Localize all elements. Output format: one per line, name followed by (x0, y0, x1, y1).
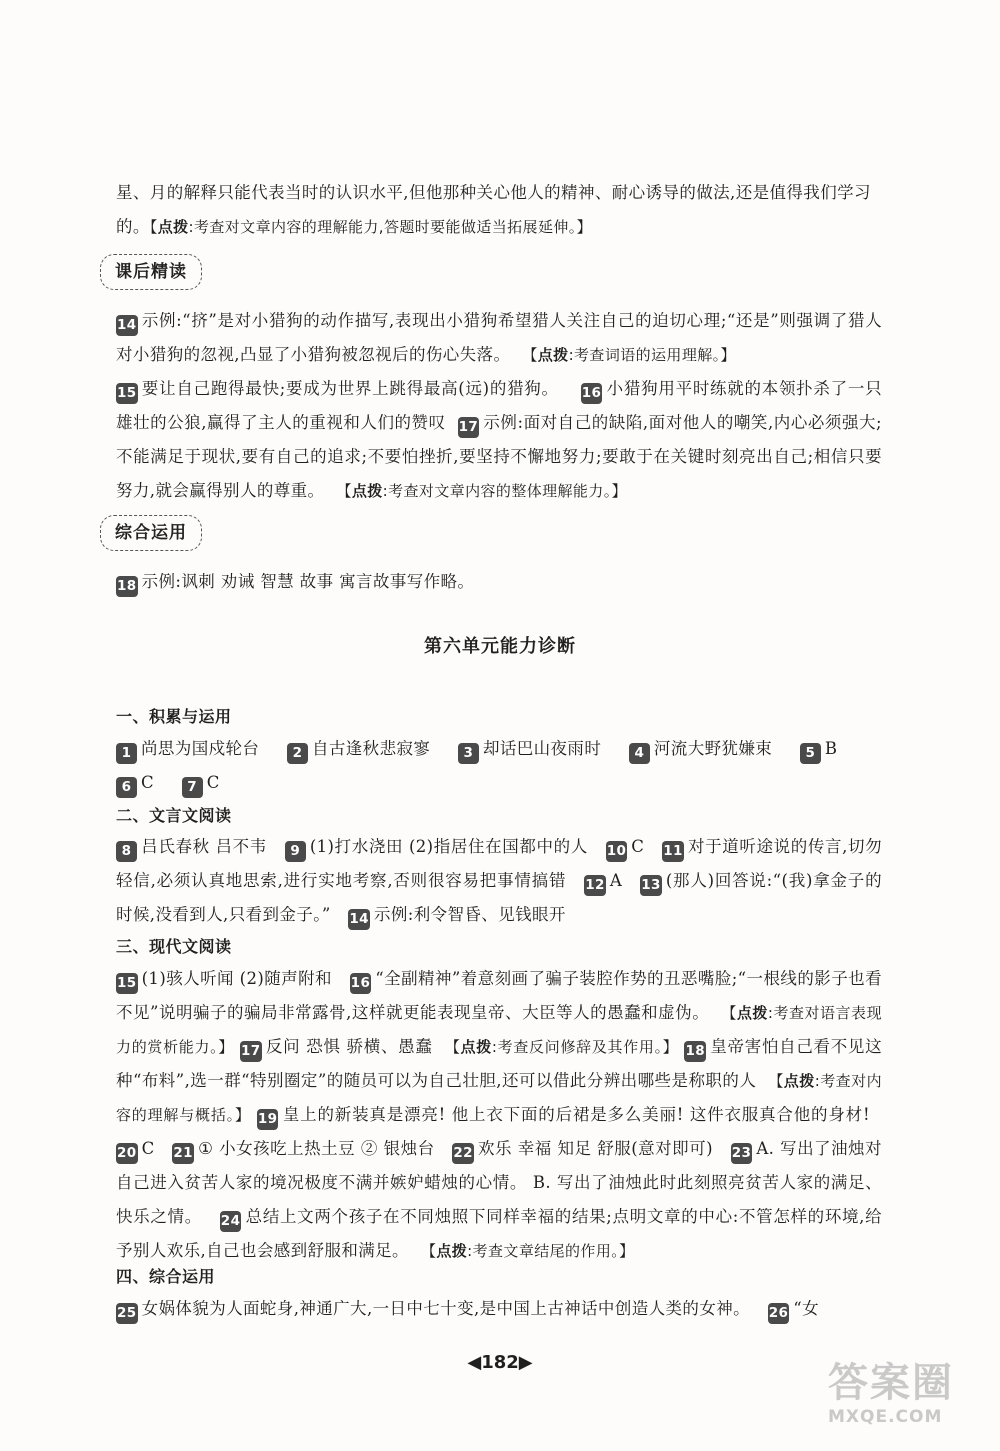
answer-text: 小猎狗用平时练就的本领扑杀了一只雄壮的公狼,赢得了主人的重视和人们的赞叹 (116, 379, 882, 432)
section-header-reading: 课后精读 (100, 254, 202, 290)
tip-note: 【点拨:考查词语的运用理解。】 (522, 346, 736, 364)
question-number-badge: 13 (640, 875, 662, 896)
answer-text: C (631, 837, 645, 856)
answer-text: 尚思为国戍轮台 (141, 739, 260, 758)
question-number-badge: 15 (116, 383, 138, 404)
answer-text: 自古逢秋悲寂寥 (311, 739, 431, 758)
question-number-badge: 17 (240, 1041, 262, 1062)
question-number-badge: 16 (350, 973, 372, 994)
watermark-url: MXQE.COM (828, 1407, 943, 1427)
question-number-badge: 7 (182, 777, 203, 798)
part-heading-accumulation: 一、积累与运用 (116, 707, 232, 726)
answer-text: (1)打水浇田 (2)指居住在国都中的人 (309, 837, 588, 856)
accumulation-answers (116, 732, 882, 800)
page-number-text: 182 (481, 1352, 519, 1373)
modern-answers (116, 962, 882, 1268)
watermark-title: 答案圈 (828, 1360, 954, 1406)
answer-text: 却话巴山夜雨时 (482, 739, 602, 758)
question-number-badge: 21 (172, 1143, 194, 1164)
comprehensive-answers (116, 1292, 882, 1326)
question-number-badge: 18 (684, 1041, 706, 1062)
question-number-badge: 18 (116, 576, 138, 597)
answer-text: 吕氏春秋 吕不韦 (141, 837, 267, 856)
answer-text: 示例:讽刺 劝诫 智慧 故事 寓言故事写作略。 (141, 572, 475, 591)
answer-text: “女 (793, 1299, 820, 1318)
answer-text: 皇上的新装真是漂亮! 他上衣下面的后裙是多么美丽! 这件衣服真合他的身材! (282, 1105, 870, 1124)
tip-note: 【点拨:考查对语言表现力的赏析能力。】 (116, 1004, 882, 1056)
question-number-badge: 23 (731, 1143, 753, 1164)
watermark-logo (828, 1359, 978, 1437)
tip-note: 【点拨:考查文章结尾的作用。】 (420, 1242, 635, 1260)
tip-note: 【点拨:考查对文章内容的整体理解能力。】 (336, 482, 628, 500)
answer-text: 要让自己跑得最快;要成为世界上跳得最高(远)的猎狗。 (141, 379, 559, 398)
question-number-badge: 25 (116, 1303, 138, 1324)
triangle-right-icon: ▶ (518, 1352, 533, 1373)
answer-text: C (141, 1139, 155, 1158)
part-heading-classical: 二、文言文阅读 (116, 806, 232, 825)
question-number-badge: 1 (116, 743, 137, 764)
answer-text: “全副精神”着意刻画了骗子装腔作势的丑恶嘴脸;“一根线的影子也看不见”说明骗子的骗局非常露骨,这样就更能表现皇帝、大臣等人的愚蠢和虚伪。 (116, 969, 882, 1022)
question-number-badge: 12 (584, 875, 606, 896)
question-number-badge: 17 (458, 417, 480, 438)
answer-text: 示例:利令智昏、见钱眼开 (373, 905, 566, 924)
answer-text: A. 写出了油烛对自己进入贫苦人家的境况极度不满并嫉妒蜡烛的心情。 B. 写出了油烛此时此刻照亮贫苦人家的满足、快乐之情。 (116, 1139, 882, 1226)
answer-text: 总结上文两个孩子在不同烛照下同样幸福的结果;点明文章的中心:不管怎样的环境,给予别人欢乐,自己也会感到舒服和满足。 (116, 1207, 882, 1260)
tip-note: 【点拨:考查反问修辞及其作用。】 (444, 1038, 679, 1056)
continuation-paragraph (116, 176, 882, 244)
question-number-badge: 2 (287, 743, 308, 764)
question-number-badge: 22 (452, 1143, 474, 1164)
answer-text: C (141, 773, 155, 792)
part-heading-modern: 三、现代文阅读 (116, 937, 232, 956)
reading-answers (116, 304, 882, 508)
paragraph-text: 星、月的解释只能代表当时的认识水平,但他那种关心他人的精神、耐心诱导的做法,还是值得我们学习 (116, 183, 871, 202)
question-number-badge: 19 (257, 1109, 279, 1130)
triangle-left-icon: ◀ (467, 1352, 482, 1373)
answer-text: A (609, 871, 623, 890)
answer-text: ① 小女孩吃上热土豆 ② 银烛台 (197, 1139, 435, 1158)
answer-text: 示例:“挤”是对小猎狗的动作描写,表现出小猎狗希望猎人关注自己的迫切心理;“还是”则强调了猎人对小猎狗的忽视,凸显了小猎狗被忽视后的伤心失落。 (116, 311, 882, 364)
question-number-badge: 14 (116, 315, 138, 336)
question-number-badge: 15 (116, 973, 138, 994)
answer-text: (1)骇人听闻 (2)随声附和 (141, 969, 332, 988)
question-number-badge: 9 (285, 841, 306, 862)
apply-answers (116, 565, 882, 599)
question-number-badge: 16 (581, 383, 603, 404)
answer-text: 河流大野犹嫌束 (653, 739, 773, 758)
answer-text: 欢乐 幸福 知足 舒服(意对即可) (477, 1139, 714, 1158)
tip-note: 【点拨:考查对文章内容的理解能力,答题时要能做适当拓展延伸。】 (149, 218, 593, 236)
question-number-badge: 6 (116, 777, 137, 798)
question-number-badge: 8 (116, 841, 137, 862)
question-number-badge: 4 (629, 743, 650, 764)
question-number-badge: 20 (116, 1143, 138, 1164)
answer-text: (那人)回答说:“(我)拿金子的时候,没看到人,只看到金子。” (116, 871, 882, 924)
answer-text: C (206, 773, 220, 792)
question-number-badge: 10 (606, 841, 628, 862)
paragraph-text: 的。 (116, 217, 150, 236)
question-number-badge: 11 (662, 841, 684, 862)
answer-text: 皇帝害怕自己看不见这种“布料”,选一群“特别圈定”的随员可以为自己壮胆,还可以借此分辨出哪些是称职的人 (116, 1037, 883, 1090)
classical-answers (116, 830, 882, 932)
unit-title: 第六单元能力诊断 (424, 636, 576, 657)
answer-text: 女娲体貌为人面蛇身,神通广大,一日中七十变,是中国上古神话中创造人类的女神。 (141, 1299, 751, 1318)
question-number-badge: 24 (220, 1211, 242, 1232)
question-number-badge: 5 (800, 743, 821, 764)
question-number-badge: 3 (458, 743, 479, 764)
answer-text: 反问 恐惧 骄横、愚蠢 (265, 1037, 433, 1056)
question-number-badge: 14 (348, 909, 370, 930)
answer-text: B (824, 739, 838, 758)
answer-text: 对于道听途说的传言,切勿轻信,必须认真地思索,进行实地考察,否则很容易把事情搞错 (116, 837, 882, 890)
part-heading-comprehensive: 四、综合运用 (116, 1267, 216, 1286)
answer-text: 示例:面对自己的缺陷,面对他人的嘲笑,内心必须强大;不能满足于现状,要有自己的追求;不要怕挫折,要坚持不懈地努力;要敢于在关键时刻亮出自己;相信只要努力,就会赢得别人的尊重。 (116, 413, 882, 500)
tip-note: 【点拨:考查对内容的理解与概括。】 (116, 1072, 882, 1124)
question-number-badge: 26 (768, 1303, 790, 1324)
section-header-apply: 综合运用 (100, 515, 202, 551)
